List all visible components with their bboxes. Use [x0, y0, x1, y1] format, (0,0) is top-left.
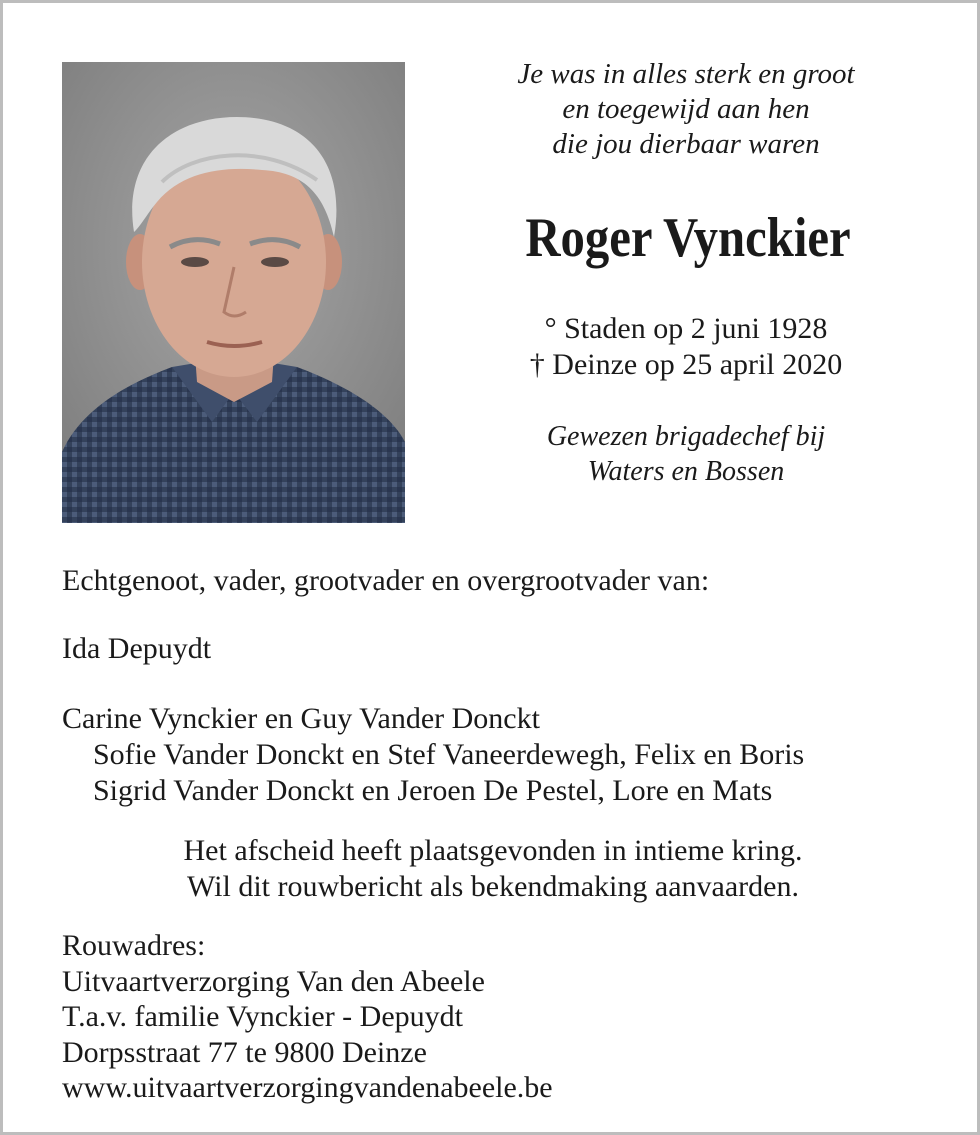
birth-date: ° Staden op 2 juni 1928: [544, 312, 828, 345]
poem-line: Je was in alles sterk en groot: [517, 58, 855, 90]
farewell-line: Het afscheid heeft plaatsgevonden in intieme kring.: [183, 834, 803, 867]
portrait-photo: [62, 62, 405, 523]
life-dates: [441, 311, 931, 383]
address-line: Dorpsstraat 77 te 9800 Deinze: [62, 1035, 427, 1069]
deceased-name: Roger Vynckier: [525, 207, 851, 269]
mourning-address: [62, 928, 553, 1106]
children-list: [62, 701, 804, 809]
poem-line: en toegewijd aan hen: [562, 93, 810, 125]
child-entry: Carine Vynckier en Guy Vander Donckt: [62, 702, 540, 735]
website-link[interactable]: www.uitvaartverzorgingvandenabeele.be: [62, 1071, 553, 1104]
farewell-notice: [62, 833, 924, 905]
grandchild-entry: Sofie Vander Donckt en Stef Vaneerdewegh, Felix en Boris: [93, 738, 805, 771]
address-line: Uitvaartverzorging Van den Abeele: [62, 964, 485, 998]
portrait-illustration: [62, 62, 405, 523]
farewell-line: Wil dit rouwbericht als bekendmaking aanvaarden.: [187, 870, 799, 903]
address-line: T.a.v. familie Vynckier - Depuydt: [62, 1000, 463, 1033]
occupation-line: Waters en Bossen: [587, 456, 785, 487]
family-intro: Echtgenoot, vader, grootvader en overgrootvader van:: [62, 564, 710, 597]
spouse-name: Ida Depuydt: [62, 632, 212, 665]
poem-line: die jou dierbaar waren: [552, 128, 820, 160]
death-date: † Deinze op 25 april 2020: [529, 348, 843, 381]
occupation-line: Gewezen brigadechef bij: [546, 421, 826, 452]
poem: [441, 57, 931, 162]
occupation: [441, 419, 931, 489]
address-label: Rouwadres:: [62, 929, 206, 962]
grandchild-entry: Sigrid Vander Donckt en Jeroen De Pestel, Lore en Mats: [93, 774, 773, 807]
